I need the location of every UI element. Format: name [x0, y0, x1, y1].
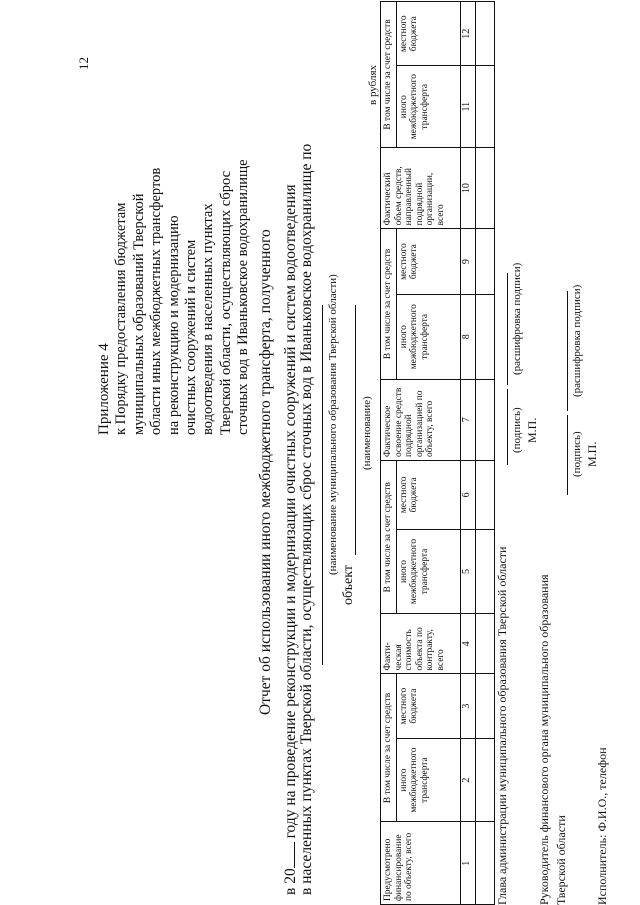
finance-head-label-line2: Тверской области: [554, 815, 568, 905]
head-decode-line: [507, 273, 508, 385]
subheader-local-budget: местного бюджета: [396, 229, 460, 294]
finance-decode-caption: (расшифровка подписи): [571, 284, 583, 397]
table-cell: [475, 2, 494, 66]
year-prefix: в 20: [282, 868, 299, 895]
column-number: 3: [460, 674, 475, 738]
currency-unit: в рублях: [367, 64, 379, 105]
report-title-line2-text: году на проведение реконструкции и модернизации очистных сооружений и систем водоотведения: [282, 184, 299, 839]
appendix-line: сточных вод в Иваньковское водохранилище: [235, 159, 252, 435]
column-number: 10: [460, 147, 475, 229]
column-number: 11: [460, 66, 475, 148]
subheader-transfer: иного межбюджетного трансферта: [396, 529, 460, 614]
appendix-line: области иных межбюджетных трансфертов: [148, 167, 165, 435]
finance-decode-line: [567, 291, 568, 411]
object-label: объект: [341, 565, 356, 605]
header-actual-transferred: Фактический объем средств, направленный подрядной организации, всего: [381, 147, 461, 229]
column-number: 7: [460, 379, 475, 461]
head-stamp-label: М.П.: [525, 417, 539, 443]
header-group-funding: В том числе за счет средств: [381, 674, 397, 822]
table-cell: [475, 738, 494, 822]
table-cell: [475, 147, 494, 229]
appendix-line: на реконструкцию и модернизацию: [165, 215, 182, 435]
report-title-line2: [279, 184, 300, 895]
executor-label: Исполнитель: Ф.И.О., телефон: [595, 747, 609, 905]
header-group-spent: В том числе за счет средств: [381, 229, 397, 379]
municipality-caption: (наименование муниципального образования Тверской области): [327, 274, 339, 575]
column-number: 1: [460, 822, 475, 905]
column-number: 2: [460, 738, 475, 822]
finance-head-label: Руководитель финансового органа муниципального образования: [537, 574, 551, 905]
finance-signature-caption: (подпись): [571, 431, 583, 477]
head-signature-caption: (подпись): [511, 407, 523, 453]
report-table: [380, 1, 495, 905]
table-cell: [475, 822, 494, 905]
head-signature-line: [507, 389, 508, 465]
object-fill-line: [355, 305, 356, 555]
table-cell: [475, 461, 494, 530]
report-title-line3: в населенных пунктах Тверской области, осуществляющих сброс сточных вод в Иваньковское водохранилище по: [298, 143, 315, 895]
header-contract-cost: Факти-ческая стоимость объекта по контракту, всего: [381, 614, 461, 674]
appendix-line: водоотведения в населенных пунктах: [200, 203, 217, 435]
subheader-transfer: иного межбюджетного трансферта: [396, 66, 460, 148]
appendix-line: муниципальных образований Тверской: [130, 193, 147, 435]
table-cell: [475, 66, 494, 148]
appendix-line: Тверской области, осуществляющих сброс: [217, 170, 234, 435]
subheader-transfer: иного межбюджетного трансферта: [396, 294, 460, 379]
appendix-line: очистных сооружений и систем: [183, 239, 200, 435]
subheader-local-budget: местного бюджета: [396, 2, 460, 66]
subheader-transfer: иного межбюджетного трансферта: [396, 738, 460, 822]
header-group-contract: В том числе за счет средств: [381, 461, 397, 614]
appendix-block: [96, 35, 253, 435]
column-number: 5: [460, 529, 475, 614]
column-number-row: [460, 2, 475, 905]
table-cell: [475, 294, 494, 379]
header-actual-spent: Фактическое освоение средств подрядной организацией по объекту, всего: [381, 379, 461, 461]
table-header-row: [381, 2, 397, 905]
header-group-transferred: В том числе за счет средств: [381, 2, 397, 148]
page-number: 12: [76, 57, 91, 70]
head-decode-caption: (расшифровка подписи): [511, 262, 523, 375]
column-number: 12: [460, 2, 475, 66]
finance-signature-line: [567, 415, 568, 495]
object-name-caption: (наименование): [361, 396, 373, 470]
subheader-local-budget: местного бюджета: [396, 674, 460, 738]
column-number: 6: [460, 461, 475, 530]
subheader-local-budget: местного бюджета: [396, 461, 460, 530]
appendix-title: Приложение 4: [96, 343, 112, 435]
report-title: Отчет об использовании иного межбюджетного трансферта, полученного: [257, 229, 274, 715]
table-data-row: [475, 2, 494, 905]
head-admin-label: Глава администрации муниципального образования Тверской области: [495, 546, 509, 905]
column-number: 9: [460, 229, 475, 294]
table-cell: [475, 529, 494, 614]
table-cell: [475, 229, 494, 294]
municipality-fill-line: [322, 305, 323, 665]
year-blank: [279, 842, 295, 868]
finance-stamp-label: М.П.: [585, 441, 599, 467]
column-number: 8: [460, 294, 475, 379]
header-planned-total: Предусмотрено финансирование по объекту, всего: [381, 822, 461, 905]
table-cell: [475, 379, 494, 461]
table-cell: [475, 614, 494, 674]
appendix-line: к Порядку предоставления бюджетам: [113, 202, 130, 435]
table-cell: [475, 674, 494, 738]
column-number: 4: [460, 614, 475, 674]
